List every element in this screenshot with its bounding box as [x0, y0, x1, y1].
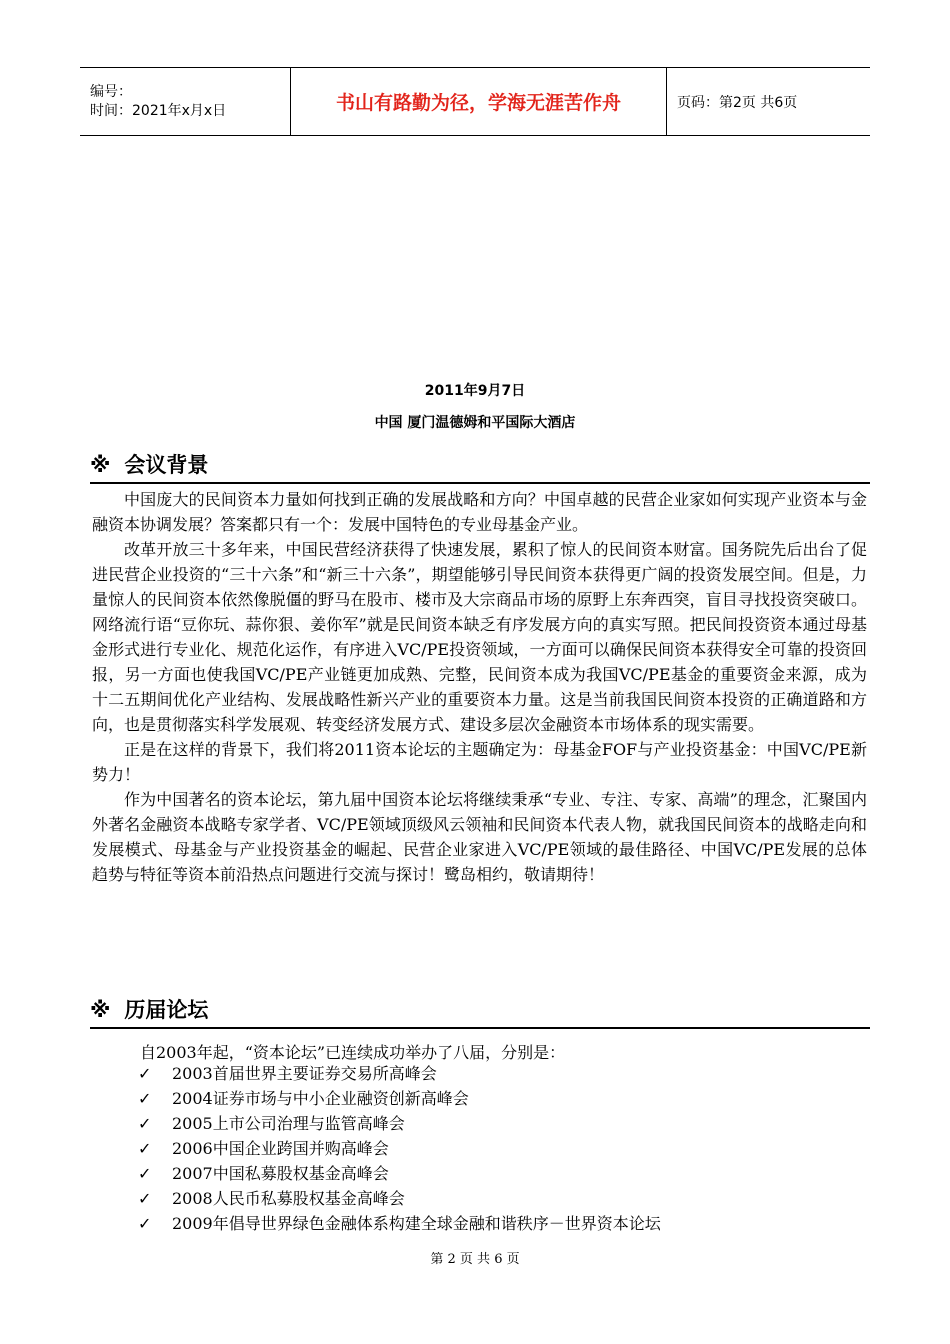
list-item-text: 2005上市公司治理与监管高峰会: [172, 1114, 405, 1133]
checkmark-icon: ✓: [138, 1164, 152, 1183]
checkmark-icon: ✓: [138, 1114, 152, 1133]
list-item: [138, 1061, 661, 1086]
reference-mark-icon: ※: [90, 998, 111, 1022]
paragraph: 正是在这样的背景下，我们将2011资本论坛的主题确定为：母基金FOF与产业投资基金：中国VC/PE新势力！: [92, 740, 867, 784]
list-item-text: 2006中国企业跨国并购高峰会: [172, 1139, 389, 1158]
list-item: [138, 1136, 661, 1161]
paragraph: 改革开放三十多年来，中国民营经济获得了快速发展，累积了惊人的民间资本财富。国务院先后出台了促进民营企业投资的“三十六条”和“新三十六条”，期望能够引导民间资本获得更广阔的投资发展空间。但是，力量惊人的民间资本依然像脱僵的野马在股市、楼市及大宗商品市场的原野上东奔西突，盲目寻找投资突破口。网络流行语“豆你玩、蒜你狠、姜你军”就是民间资本缺乏有序发展方向的真实写照。把民间投资资本通过母基金形式进行专业化、规范化运作，有序进入VC/PE投资领域，一方面可以确保民间资本获得安全可靠的投资回报，另一方面也使我国VC/PE产业链更加成熟、完整，民间资本成为我国VC/PE基金的重要资金来源，成为十二五期间优化产业结构、发展战略性新兴产业的重要资本力量。这是当前我国民间资本投资的正确道路和方向，也是贯彻落实科学发展观、转变经济发展方式、建设多层次金融资本市场体系的现实需要。: [92, 540, 867, 734]
list-item-text: 2003首届世界主要证券交易所高峰会: [172, 1064, 437, 1083]
reference-mark-icon: ※: [90, 453, 111, 477]
number-label: 编号：: [90, 83, 132, 100]
checkmark-icon: ✓: [138, 1214, 152, 1233]
page-header: [80, 67, 870, 136]
section-title-history: [90, 997, 870, 1029]
background-body: [92, 487, 867, 887]
event-date: 2011年9月7日: [424, 383, 526, 399]
checkmark-icon: ✓: [138, 1064, 152, 1083]
header-page-label: 页码：第2页 共6页: [677, 94, 798, 111]
checkmark-icon: ✓: [138, 1089, 152, 1108]
list-item: [138, 1186, 661, 1211]
list-item-text: 2008人民币私募股权基金高峰会: [172, 1189, 405, 1208]
history-intro: 自2003年起，“资本论坛”已连续成功举办了八届，分别是：: [140, 1043, 566, 1062]
list-item-text: 2004证券市场与中小企业融资创新高峰会: [172, 1089, 469, 1108]
section-heading: 会议背景: [124, 453, 209, 477]
section-title-background: [90, 452, 870, 484]
list-item-text: 2007中国私募股权基金高峰会: [172, 1164, 389, 1183]
list-item-text: 2009年倡导世界绿色金融体系构建全球金融和谐秩序－世界资本论坛: [172, 1214, 661, 1233]
list-item: [138, 1211, 661, 1236]
checkmark-icon: ✓: [138, 1139, 152, 1158]
header-meta: [80, 68, 291, 136]
checkmark-icon: ✓: [138, 1189, 152, 1208]
list-item: [138, 1161, 661, 1186]
header-motto: 书山有路勤为径，学海无涯苦作舟: [291, 68, 667, 136]
event-venue: 中国 厦门温德姆和平国际大酒店: [374, 415, 576, 431]
page-footer: 第 2 页 共 6 页: [430, 1252, 520, 1267]
paragraph: 作为中国著名的资本论坛，第九届中国资本论坛将继续秉承“专业、专注、专家、高端”的理念，汇聚国内外著名金融资本战略专家学者、VC/PE领域顶级风云领袖和民间资本代表人物，就我国民间资本的战略走向和发展模式、母基金与产业投资基金的崛起、民营企业家进入VC/PE领域的最佳路径、中国VC/PE发展的总体趋势与特征等资本前沿热点问题进行交流与探讨！鹭岛相约，敬请期待！: [92, 790, 867, 884]
paragraph: 中国庞大的民间资本力量如何找到正确的发展战略和方向？中国卓越的民营企业家如何实现产业资本与金融资本协调发展？答案都只有一个：发展中国特色的专业母基金产业。: [92, 490, 867, 534]
section-heading: 历届论坛: [124, 998, 209, 1022]
time-label: 时间：2021年x月x日: [90, 102, 227, 119]
list-item: [138, 1111, 661, 1136]
forum-list: [138, 1061, 661, 1236]
list-item: [138, 1086, 661, 1111]
